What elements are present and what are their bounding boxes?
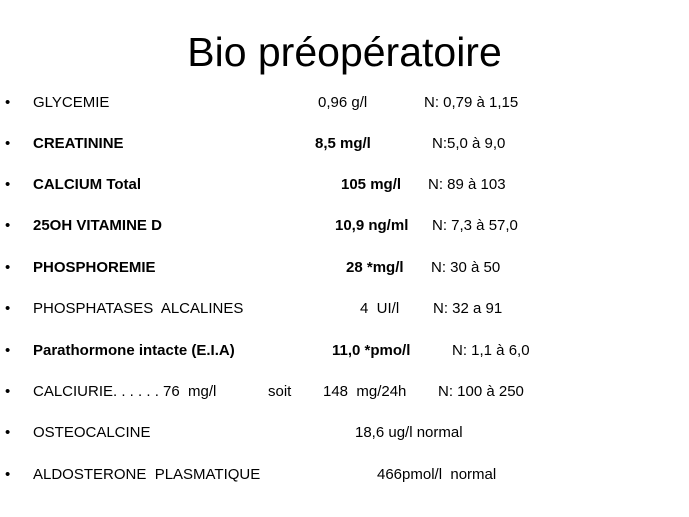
- lab-name: CALCIURIE. . . . . . 76 mg/l: [33, 383, 217, 400]
- lab-value: 28 *mg/l: [346, 259, 404, 276]
- lab-value: 4 UI/l: [360, 300, 400, 317]
- list-item-parathormone: [0, 340, 689, 362]
- list-item-phosphoremie: [0, 257, 689, 279]
- bullet-icon: •: [5, 342, 11, 359]
- bullet-icon: •: [5, 135, 11, 152]
- list-item-aldosterone-plasmatique: [0, 464, 689, 486]
- lab-value: 148 mg/24h: [323, 383, 407, 400]
- lab-name: OSTEOCALCINE: [33, 424, 151, 441]
- list-item-calcium-total: [0, 174, 689, 196]
- lab-name: 25OH VITAMINE D: [33, 217, 162, 234]
- lab-value: 105 mg/l: [341, 176, 402, 193]
- lab-name: GLYCEMIE: [33, 94, 110, 111]
- page-title: Bio préopératoire: [187, 29, 502, 75]
- bullet-icon: •: [5, 94, 11, 111]
- lab-value: 18,6 ug/l normal: [355, 424, 463, 441]
- lab-norm: N: 0,79 à 1,15: [424, 94, 519, 111]
- lab-name: PHOSPHOREMIE: [33, 259, 156, 276]
- lab-norm: N: 89 à 103: [428, 176, 506, 193]
- lab-norm: N: 32 a 91: [433, 300, 503, 317]
- list-item-25oh-vitamine-d: [0, 215, 689, 237]
- bullet-icon: •: [5, 466, 11, 483]
- bullet-icon: •: [5, 217, 11, 234]
- list-item-osteocalcine: [0, 422, 689, 444]
- lab-name: ALDOSTERONE PLASMATIQUE: [33, 466, 261, 483]
- lab-value: 10,9 ng/ml: [335, 217, 409, 234]
- lab-value: 11,0 *pmo/l: [332, 342, 411, 359]
- lab-norm: N: 100 à 250: [438, 383, 524, 400]
- bullet-icon: •: [5, 300, 11, 317]
- lab-value: 0,96 g/l: [318, 94, 368, 111]
- lab-norm: N: 7,3 à 57,0: [432, 217, 518, 234]
- list-item-calciurie: [0, 381, 689, 403]
- lab-norm: N: 1,1 à 6,0: [452, 342, 530, 359]
- lab-norm: N: 30 à 50: [431, 259, 501, 276]
- lab-name: CREATININE: [33, 135, 124, 152]
- bullet-icon: •: [5, 176, 11, 193]
- lab-soit: soit: [268, 383, 292, 400]
- bullet-icon: •: [5, 424, 11, 441]
- bullet-icon: •: [5, 259, 11, 276]
- bullet-icon: •: [5, 383, 11, 400]
- lab-name: Parathormone intacte (E.I.A): [33, 342, 235, 359]
- lab-value: 466pmol/l normal: [377, 466, 497, 483]
- lab-name: PHOSPHATASES ALCALINES: [33, 300, 244, 317]
- list-item-creatinine: [0, 133, 689, 155]
- lab-name: CALCIUM Total: [33, 176, 142, 193]
- lab-value: 8,5 mg/l: [315, 135, 371, 152]
- list-item-glycemie: [0, 92, 689, 114]
- list-item-phosphatases-alcalines: [0, 298, 689, 320]
- lab-norm: N:5,0 à 9,0: [432, 135, 506, 152]
